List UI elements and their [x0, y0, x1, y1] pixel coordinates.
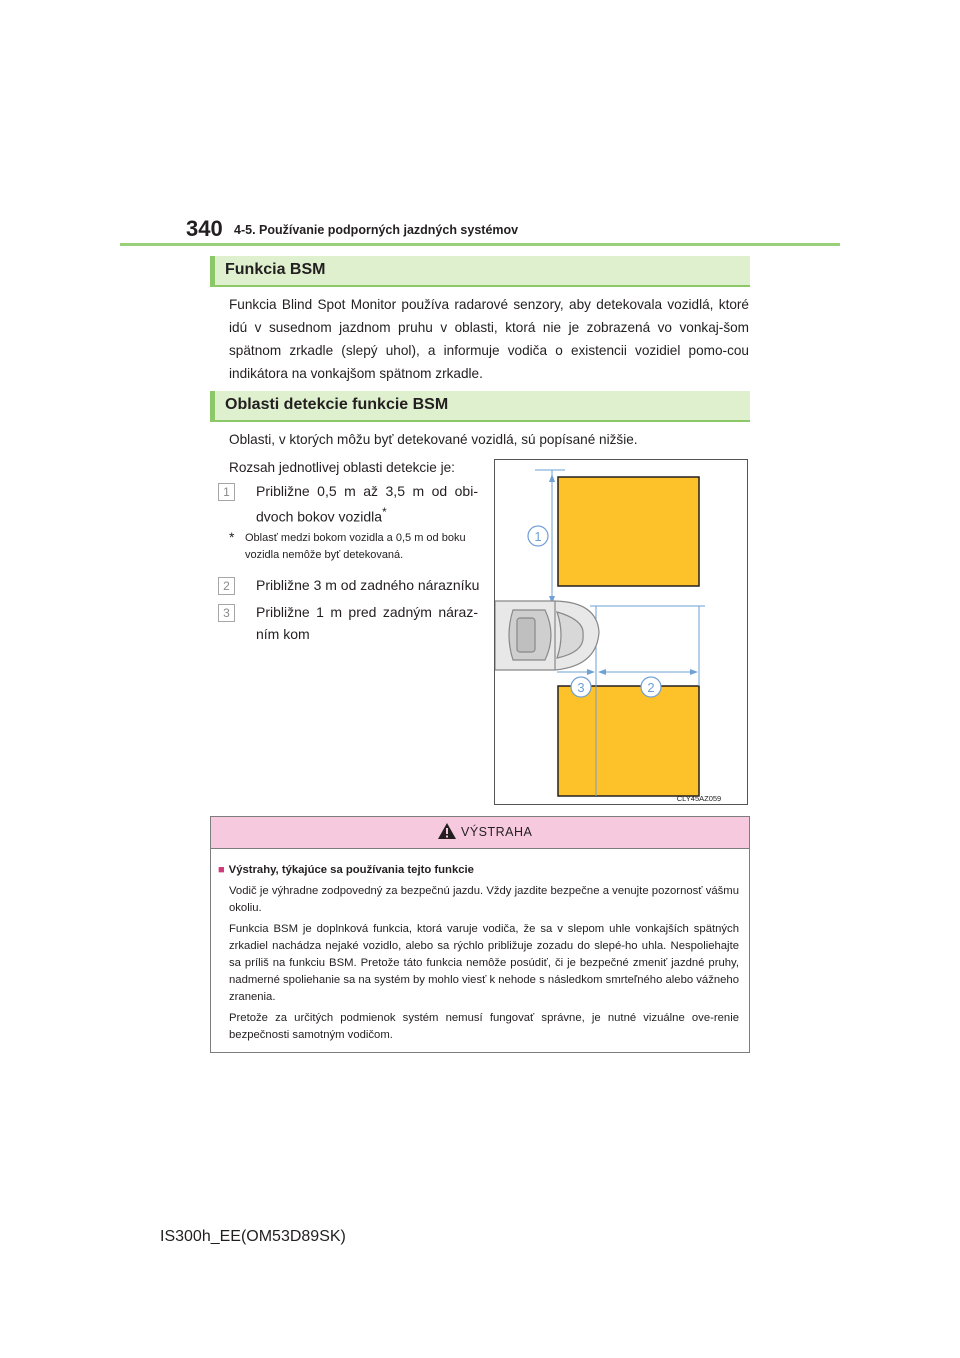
range-label: Rozsah jednotlivej oblasti detekcie je: [229, 460, 455, 475]
footnote: Oblasť medzi bokom vozidla a 0,5 m od boku vozidla nemôže byť detekovaná. [245, 532, 466, 561]
item-text: Približne 0,5 m až 3,5 m od obi-dvoch bokov vozidla [256, 483, 478, 525]
figure-code: CLY45AZ059 [676, 794, 722, 803]
warning-triangle-icon [437, 822, 457, 840]
chapter-title: 4-5. Používanie podporných jazdných systémov [234, 223, 519, 237]
item-number: 2 [218, 577, 235, 595]
zone-rear-area [558, 686, 699, 796]
page-number: 340 [186, 216, 223, 241]
item-number: 3 [218, 604, 235, 622]
arrow-head [549, 474, 555, 482]
car-icon [495, 601, 599, 670]
warning-paragraph: Pretože za určitých podmienok systém nemusí fungovať správne, je nutné vizuálne ove-renie bezpečnosti samotným vodičom. [229, 1012, 739, 1041]
callout-label: 1 [534, 529, 542, 544]
section-heading-label: Funkcia BSM [225, 261, 326, 278]
section-heading-label: Oblasti detekcie funkcie BSM [225, 396, 449, 413]
callout-label: 3 [577, 680, 585, 695]
bsm-description: Funkcia Blind Spot Monitor používa radarové senzory, aby detekovala vozidlá, ktoré idú v susednom jazdnom pruhu v oblasti, ktorá nie je zobrazená vo vonkaj-šom spätnom zrkadle (slepý uhol), a informuje vodiča o existencii vozidiel pomo-cou indikátora na vonkajšom spätnom zrkadle. [229, 297, 749, 381]
zone-side-area [558, 477, 699, 586]
item-text: Približne 3 m od zadného nárazníku [256, 577, 480, 593]
warning-subtitle-text: Výstrahy, týkajúce sa používania tejto funkcie [228, 864, 474, 876]
warning-box [210, 816, 750, 1053]
footnote-mark: * [382, 506, 387, 519]
warning-subtitle [218, 862, 739, 879]
warning-paragraph: Funkcia BSM je doplnková funkcia, ktorá varuje vodiča, že sa v slepom uhle vonkajších spätných zrkadiel nachádza nejaké vozidlo, alebo sa rýchlo približuje zozadu do slepé-ho uhla. Nespoliehajte sa príliš na funkciu BSM. Pretože táto funkcia nemôže posúdiť, či je bezpečné zmeniť jazdné pruhy, nadmerné spoliehanie sa na systém by mohlo viesť k nehode s následkom smrteľného alebo vážneho zranenia. [229, 923, 739, 1003]
areas-intro: Oblasti, v ktorých môžu byť detekované vozidlá, sú popísané nižšie. [229, 432, 638, 447]
arrow-head [690, 669, 698, 675]
detection-area-figure [494, 459, 748, 805]
footnote-star: * [229, 529, 235, 545]
document-code: IS300h_EE(OM53D89SK) [160, 1228, 346, 1245]
warning-paragraph: Vodič je výhradne zodpovedný za bezpečnú jazdu. Vždy jazdite bezpečne a venujte pozornosť vášmu okoliu. [229, 885, 739, 914]
warning-header [211, 817, 749, 849]
section-heading-bsm [210, 256, 750, 287]
warning-body [218, 862, 739, 1048]
arrow-head [598, 669, 606, 675]
arrow-head [587, 669, 595, 675]
list-item [256, 480, 478, 528]
bullet-icon: ■ [218, 864, 225, 876]
detection-diagram [495, 460, 747, 804]
warning-title: VÝSTRAHA [461, 825, 533, 839]
header-rule [120, 243, 840, 246]
item-text: Približne 1 m pred zadným náraz-ním kom [256, 604, 478, 642]
callout-label: 2 [647, 680, 655, 695]
section-heading-areas [210, 391, 750, 422]
item-number: 1 [218, 483, 235, 501]
